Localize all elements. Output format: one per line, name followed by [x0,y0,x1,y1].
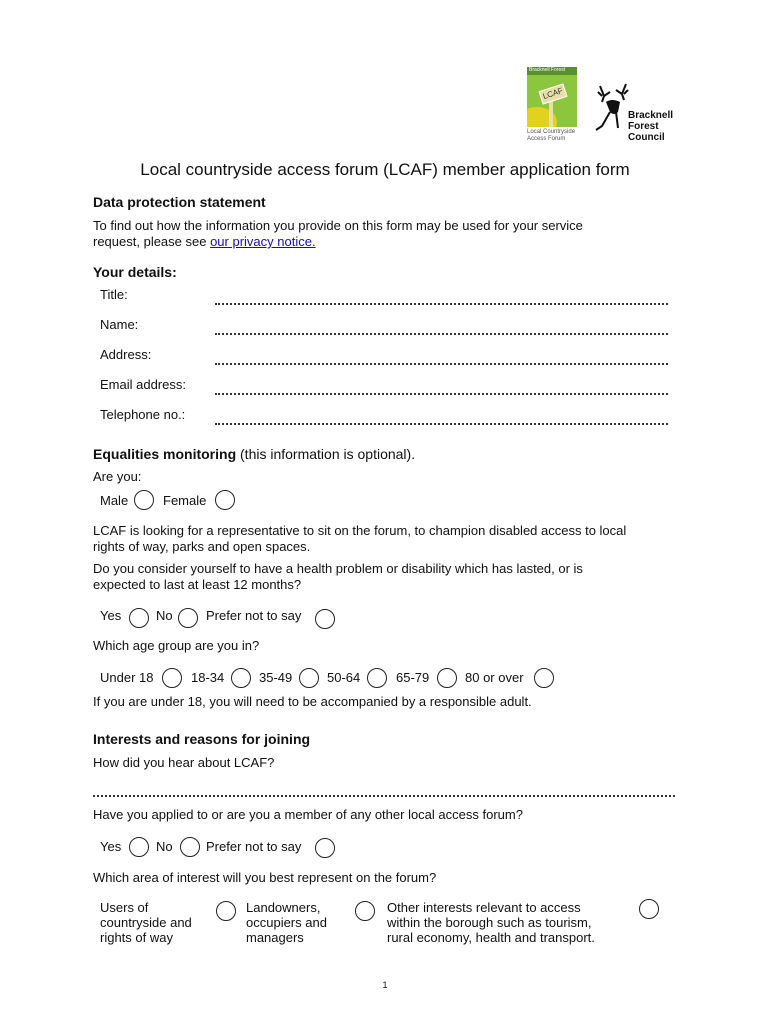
gender-male-label: Male [100,493,129,508]
page-title: Local countryside access forum (LCAF) member application form [140,160,630,179]
address-label: Address: [100,347,152,362]
age-35-49-label: 35-49 [259,670,293,685]
council-name-1: Bracknell [628,110,674,121]
privacy-notice-link[interactable]: our privacy notice. [210,234,316,249]
area-option1-radio[interactable] [216,901,236,921]
area-option3-radio[interactable] [639,899,659,919]
interests-heading: Interests and reasons for joining [93,731,311,747]
title-label: Title: [100,287,128,302]
council-logo [592,82,682,144]
title-field[interactable] [215,302,668,305]
area-option2-radio[interactable] [355,901,375,921]
data-protection-heading: Data protection statement [93,194,266,210]
telephone-field[interactable] [215,422,668,425]
data-protection-line1: To find out how the information you provide on this form may be used for your service [93,218,583,233]
lcaf-logo-caption: Local Countryside Access Forum [527,129,576,142]
member-yes-radio[interactable] [129,837,149,857]
member-no-radio[interactable] [180,837,200,857]
telephone-label: Telephone no.: [100,407,186,422]
name-field[interactable] [215,332,668,335]
age-under18-radio[interactable] [162,668,182,688]
page-number: 1 [382,980,388,990]
disability-prefer-not-radio[interactable] [315,609,335,629]
disability-no-label: No [156,608,173,623]
age-65-79-label: 65-79 [396,670,430,685]
age-50-64-radio[interactable] [367,668,387,688]
equalities-heading-row [93,446,415,462]
lcaf-text-1: LCAF is looking for a representative to sit on the forum, to champion disabled access to local [93,523,627,538]
are-you-label: Are you: [93,469,142,484]
age-80-over-radio[interactable] [534,668,554,688]
council-name-3: Council [628,132,665,143]
area-option1-line3: rights of way [100,930,173,945]
area-option3-line1: Other interests relevant to access [387,900,581,915]
age-question: Which age group are you in? [93,638,260,653]
hear-answer-field[interactable] [93,794,675,797]
age-65-79-radio[interactable] [437,668,457,688]
gender-male-radio[interactable] [134,490,154,510]
gender-female-label: Female [163,493,207,508]
age-80-over-label: 80 or over [465,670,524,685]
area-option2-line1: Landowners, [246,900,321,915]
area-option3-line3: rural economy, health and transport. [387,930,595,945]
stag-icon [592,82,632,134]
age-18-34-radio[interactable] [231,668,251,688]
email-field[interactable] [215,392,668,395]
name-label: Name: [100,317,139,332]
member-question: Have you applied to or are you a member of any other local access forum? [93,807,523,822]
area-option1-line1: Users of [100,900,149,915]
area-option2-line3: managers [246,930,304,945]
lcaf-logo [527,67,577,127]
disability-yes-radio[interactable] [129,608,149,628]
data-protection-line2-prefix: request, please see [93,234,211,249]
area-option3-line2: within the borough such as tourism, [387,915,592,930]
age-35-49-radio[interactable] [299,668,319,688]
your-details-heading: Your details: [93,264,177,280]
member-yes-label: Yes [100,839,122,854]
hear-question: How did you hear about LCAF? [93,755,275,770]
address-field[interactable] [215,362,668,365]
disability-question-2: expected to last at least 12 months? [93,577,302,592]
data-protection-line2 [93,234,316,249]
lcaf-logo-band-text: Bracknell Forest [529,67,566,73]
area-option1-line2: countryside and [100,915,192,930]
member-prefer-not-radio[interactable] [315,838,335,858]
disability-prefer-not-label: Prefer not to say [206,608,302,623]
equalities-heading-suffix: (this information is optional). [236,446,416,462]
gender-female-radio[interactable] [215,490,235,510]
area-option2-line2: occupiers and [246,915,327,930]
age-18-34-label: 18-34 [191,670,225,685]
member-prefer-not-label: Prefer not to say [206,839,302,854]
disability-yes-label: Yes [100,608,122,623]
disability-question-1: Do you consider yourself to have a health problem or disability which has lasted, or is [93,561,583,576]
under18-note: If you are under 18, you will need to be accompanied by a responsible adult. [93,694,532,709]
lcaf-text-2: rights of way, parks and open spaces. [93,539,311,554]
equalities-heading: Equalities monitoring [93,446,237,462]
disability-no-radio[interactable] [178,608,198,628]
council-name-2: Forest [628,121,659,132]
email-label: Email address: [100,377,186,392]
age-under18-label: Under 18 [100,670,154,685]
member-no-label: No [156,839,173,854]
lcaf-sign-text: LCAF [538,83,567,104]
age-50-64-label: 50-64 [327,670,361,685]
area-question: Which area of interest will you best represent on the forum? [93,870,437,885]
